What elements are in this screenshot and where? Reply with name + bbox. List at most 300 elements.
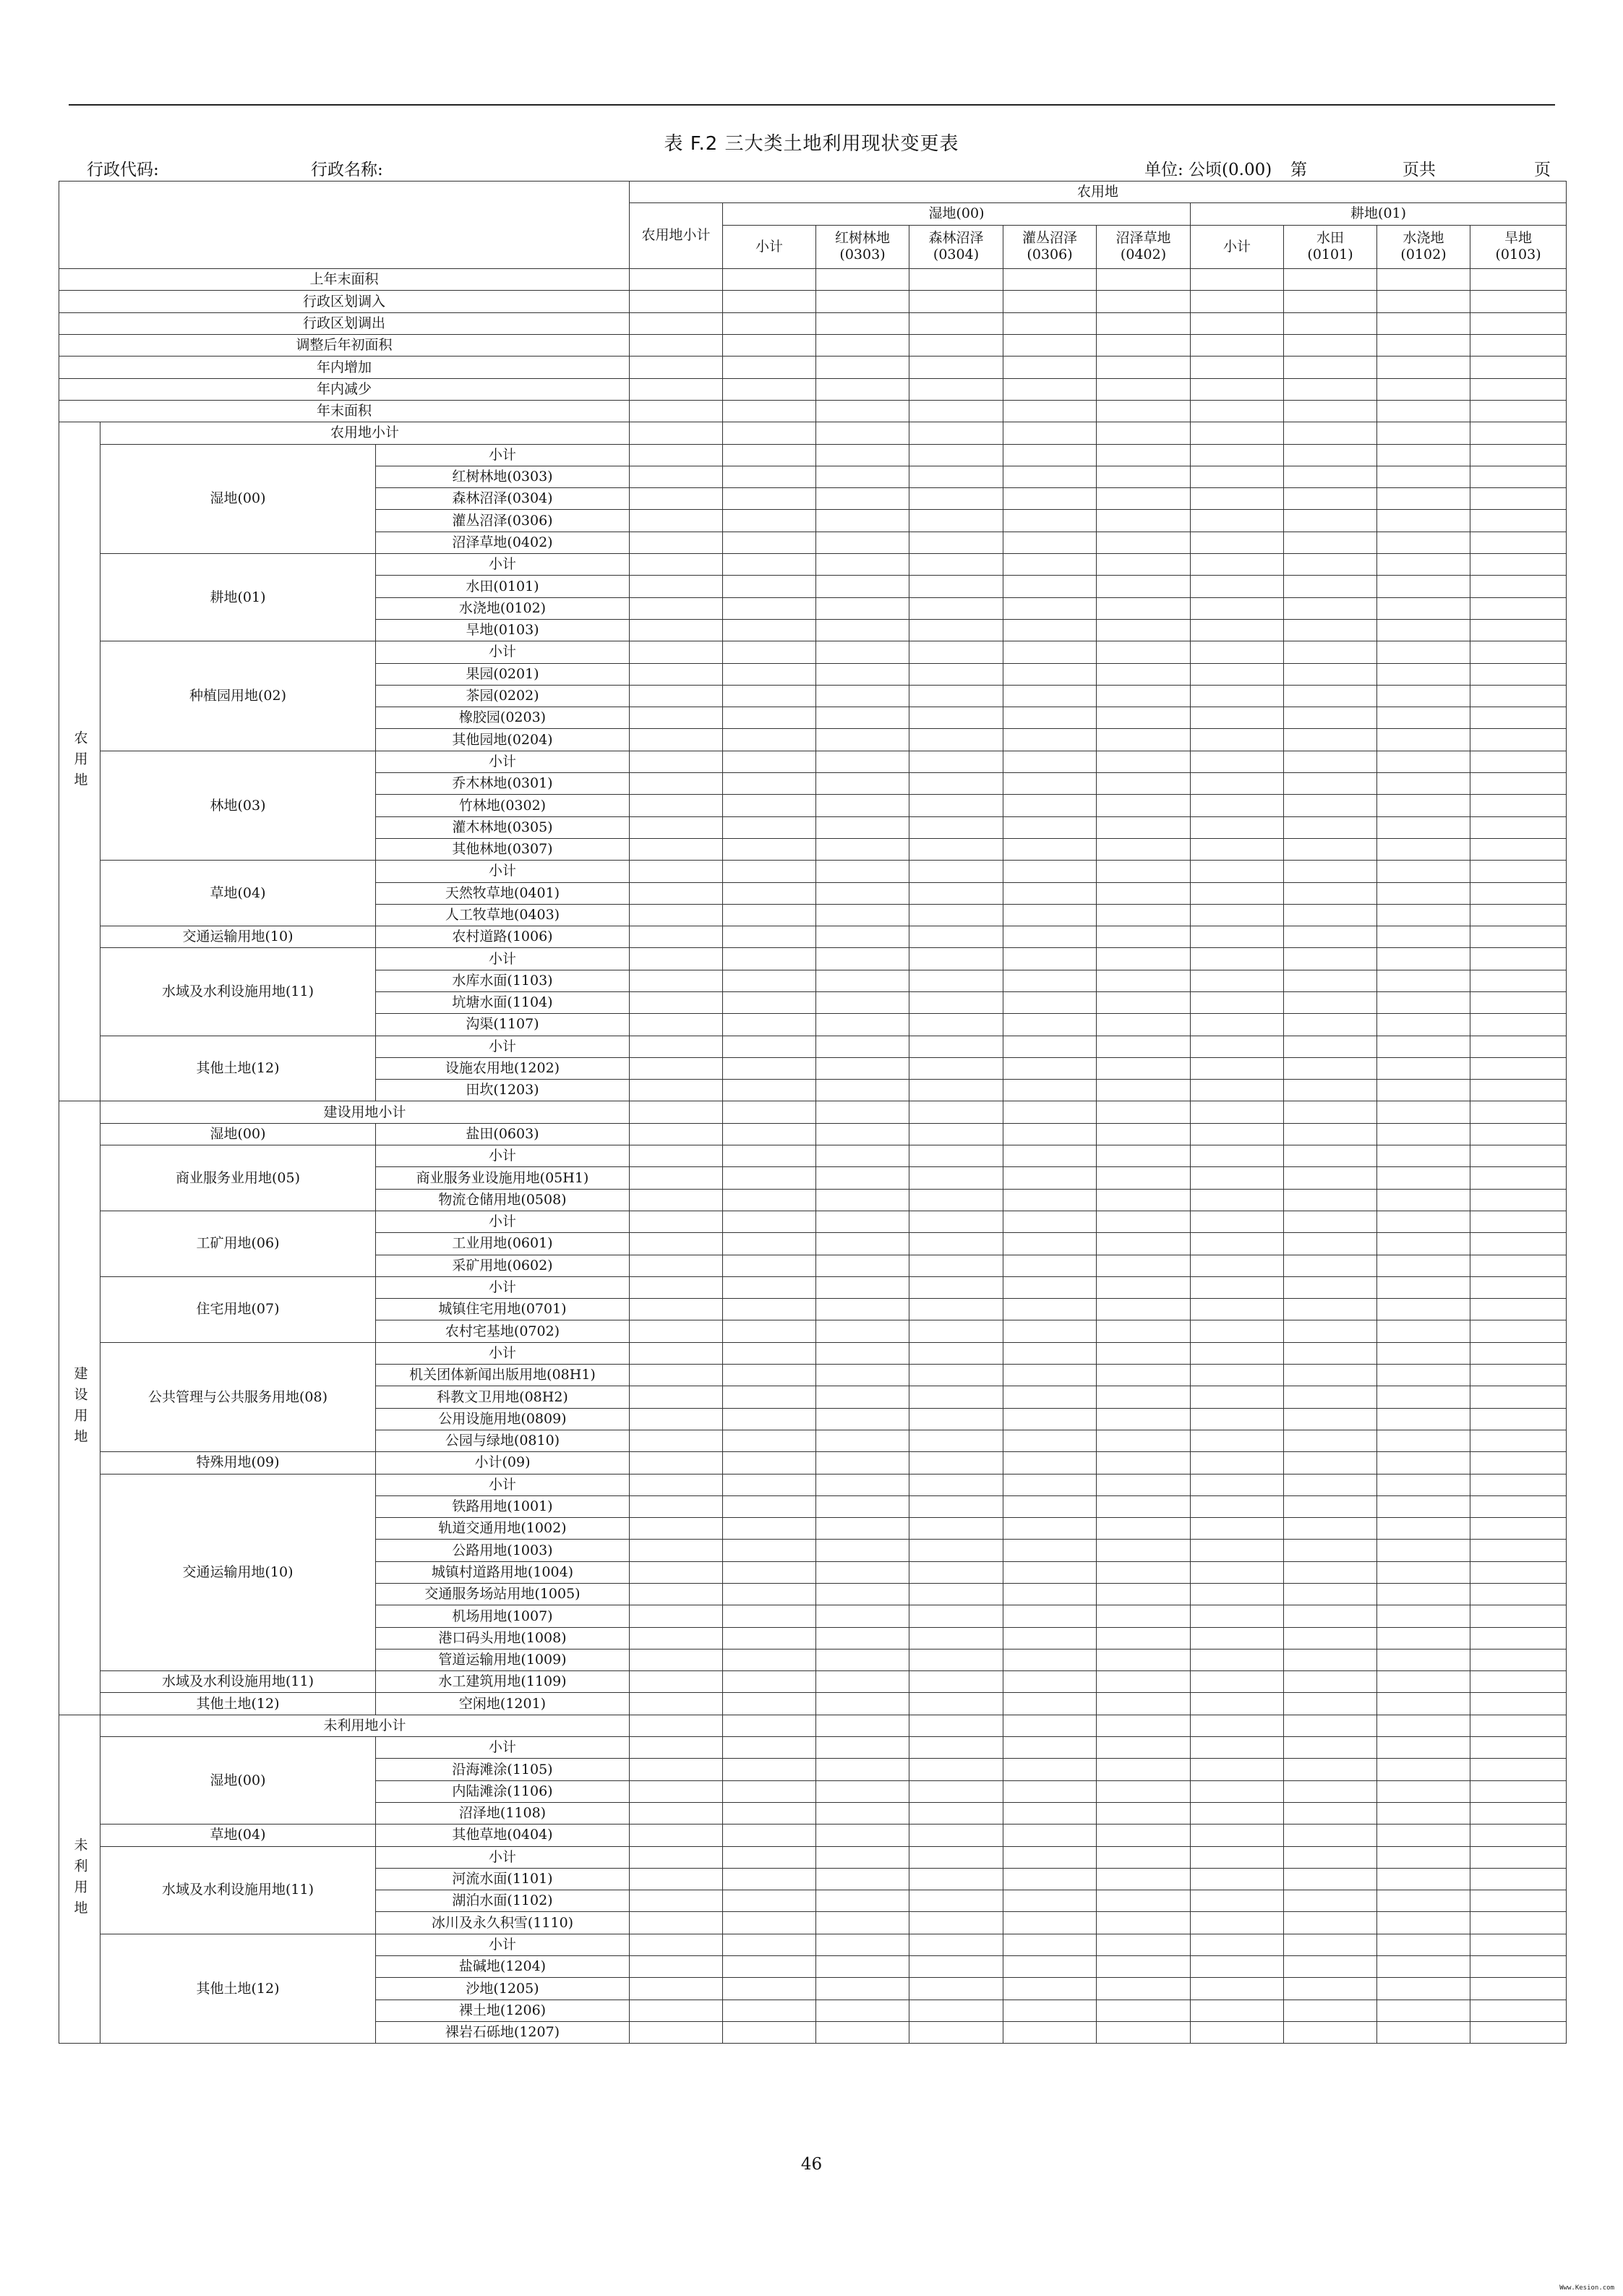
data-cell[interactable] (1470, 1080, 1567, 1101)
data-cell[interactable] (1003, 335, 1097, 357)
data-cell[interactable] (1470, 291, 1567, 312)
data-cell[interactable] (1097, 444, 1191, 466)
data-cell[interactable] (723, 1408, 816, 1430)
data-cell[interactable] (1097, 1780, 1191, 1802)
data-cell[interactable] (723, 554, 816, 576)
data-cell[interactable] (1377, 1868, 1470, 1890)
data-cell[interactable] (816, 269, 909, 291)
data-cell[interactable] (909, 1320, 1003, 1342)
data-cell[interactable] (1191, 641, 1284, 663)
data-cell[interactable] (1097, 1868, 1191, 1890)
data-cell[interactable] (909, 861, 1003, 882)
data-cell[interactable] (1003, 1868, 1097, 1890)
data-cell[interactable] (909, 1890, 1003, 1912)
data-cell[interactable] (1377, 488, 1470, 510)
data-cell[interactable] (909, 1057, 1003, 1079)
data-cell[interactable] (1284, 1693, 1377, 1715)
data-cell[interactable] (816, 707, 909, 729)
data-cell[interactable] (1003, 576, 1097, 597)
data-cell[interactable] (1284, 576, 1377, 597)
data-cell[interactable] (1003, 619, 1097, 641)
data-cell[interactable] (1191, 554, 1284, 576)
data-cell[interactable] (909, 1452, 1003, 1474)
data-cell[interactable] (1097, 576, 1191, 597)
data-cell[interactable] (630, 1255, 723, 1276)
data-cell[interactable] (909, 816, 1003, 838)
data-cell[interactable] (723, 1649, 816, 1670)
data-cell[interactable] (630, 861, 723, 882)
data-cell[interactable] (1377, 904, 1470, 926)
data-cell[interactable] (1097, 488, 1191, 510)
data-cell[interactable] (1377, 1890, 1470, 1912)
data-cell[interactable] (1284, 1474, 1377, 1495)
data-cell[interactable] (630, 576, 723, 597)
data-cell[interactable] (1377, 1561, 1470, 1583)
data-cell[interactable] (1284, 619, 1377, 641)
data-cell[interactable] (909, 1561, 1003, 1583)
data-cell[interactable] (1470, 926, 1567, 948)
data-cell[interactable] (630, 532, 723, 553)
data-cell[interactable] (723, 729, 816, 751)
data-cell[interactable] (630, 335, 723, 357)
data-cell[interactable] (1470, 2000, 1567, 2021)
data-cell[interactable] (1003, 1802, 1097, 1824)
data-cell[interactable] (909, 729, 1003, 751)
data-cell[interactable] (1097, 1299, 1191, 1320)
data-cell[interactable] (1284, 1956, 1377, 1978)
data-cell[interactable] (1003, 1780, 1097, 1802)
data-cell[interactable] (723, 795, 816, 816)
data-cell[interactable] (630, 1057, 723, 1079)
data-cell[interactable] (1284, 1540, 1377, 1561)
data-cell[interactable] (1191, 597, 1284, 619)
data-cell[interactable] (816, 1890, 909, 1912)
data-cell[interactable] (630, 926, 723, 948)
data-cell[interactable] (1191, 1408, 1284, 1430)
data-cell[interactable] (723, 1342, 816, 1364)
data-cell[interactable] (1284, 707, 1377, 729)
data-cell[interactable] (1284, 378, 1377, 400)
data-cell[interactable] (1191, 1320, 1284, 1342)
data-cell[interactable] (909, 1693, 1003, 1715)
data-cell[interactable] (723, 1036, 816, 1057)
data-cell[interactable] (723, 1737, 816, 1759)
data-cell[interactable] (1003, 466, 1097, 487)
data-cell[interactable] (723, 1365, 816, 1386)
data-cell[interactable] (723, 1320, 816, 1342)
data-cell[interactable] (1191, 1430, 1284, 1451)
data-cell[interactable] (1284, 1408, 1377, 1430)
data-cell[interactable] (1470, 1342, 1567, 1364)
data-cell[interactable] (1003, 707, 1097, 729)
data-cell[interactable] (723, 663, 816, 685)
data-cell[interactable] (1284, 2021, 1377, 2043)
data-cell[interactable] (1377, 1123, 1470, 1145)
data-cell[interactable] (1003, 1233, 1097, 1255)
data-cell[interactable] (1003, 1540, 1097, 1561)
data-cell[interactable] (909, 466, 1003, 487)
data-cell[interactable] (816, 1518, 909, 1540)
data-cell[interactable] (816, 1584, 909, 1605)
data-cell[interactable] (723, 1474, 816, 1495)
data-cell[interactable] (1470, 1495, 1567, 1517)
data-cell[interactable] (1003, 1671, 1097, 1693)
data-cell[interactable] (1097, 532, 1191, 553)
data-cell[interactable] (1003, 1890, 1097, 1912)
data-cell[interactable] (723, 1276, 816, 1298)
data-cell[interactable] (1003, 773, 1097, 795)
data-cell[interactable] (1284, 1320, 1377, 1342)
data-cell[interactable] (1377, 882, 1470, 904)
data-cell[interactable] (1191, 1080, 1284, 1101)
data-cell[interactable] (723, 466, 816, 487)
data-cell[interactable] (1470, 400, 1567, 422)
data-cell[interactable] (1470, 1956, 1567, 1978)
data-cell[interactable] (723, 1452, 816, 1474)
data-cell[interactable] (909, 1737, 1003, 1759)
data-cell[interactable] (630, 400, 723, 422)
data-cell[interactable] (1191, 1802, 1284, 1824)
data-cell[interactable] (1377, 291, 1470, 312)
data-cell[interactable] (1284, 795, 1377, 816)
data-cell[interactable] (723, 1189, 816, 1211)
data-cell[interactable] (1191, 1167, 1284, 1189)
data-cell[interactable] (1470, 707, 1567, 729)
data-cell[interactable] (909, 641, 1003, 663)
data-cell[interactable] (816, 1561, 909, 1583)
data-cell[interactable] (1097, 1561, 1191, 1583)
data-cell[interactable] (630, 1276, 723, 1298)
data-cell[interactable] (630, 1101, 723, 1123)
data-cell[interactable] (1284, 729, 1377, 751)
data-cell[interactable] (1191, 1825, 1284, 1846)
data-cell[interactable] (630, 1584, 723, 1605)
data-cell[interactable] (1097, 816, 1191, 838)
data-cell[interactable] (1377, 1649, 1470, 1670)
data-cell[interactable] (909, 510, 1003, 532)
data-cell[interactable] (816, 2021, 909, 2043)
data-cell[interactable] (1003, 1167, 1097, 1189)
data-cell[interactable] (1003, 1101, 1097, 1123)
data-cell[interactable] (1003, 291, 1097, 312)
data-cell[interactable] (1377, 1540, 1470, 1561)
data-cell[interactable] (1377, 1299, 1470, 1320)
data-cell[interactable] (1377, 838, 1470, 860)
data-cell[interactable] (1003, 1080, 1097, 1101)
data-cell[interactable] (1284, 1299, 1377, 1320)
data-cell[interactable] (909, 1540, 1003, 1561)
data-cell[interactable] (1470, 1540, 1567, 1561)
data-cell[interactable] (1097, 795, 1191, 816)
data-cell[interactable] (630, 1036, 723, 1057)
data-cell[interactable] (816, 1495, 909, 1517)
data-cell[interactable] (630, 1211, 723, 1232)
data-cell[interactable] (909, 1145, 1003, 1167)
data-cell[interactable] (816, 1145, 909, 1167)
data-cell[interactable] (723, 1211, 816, 1232)
data-cell[interactable] (909, 1780, 1003, 1802)
data-cell[interactable] (816, 576, 909, 597)
data-cell[interactable] (1003, 1145, 1097, 1167)
data-cell[interactable] (1003, 1825, 1097, 1846)
data-cell[interactable] (1470, 1802, 1567, 1824)
data-cell[interactable] (1097, 1846, 1191, 1868)
data-cell[interactable] (1191, 882, 1284, 904)
data-cell[interactable] (723, 1912, 816, 1934)
data-cell[interactable] (723, 422, 816, 444)
data-cell[interactable] (1470, 1036, 1567, 1057)
data-cell[interactable] (1191, 1912, 1284, 1934)
data-cell[interactable] (1097, 1365, 1191, 1386)
data-cell[interactable] (723, 1495, 816, 1517)
data-cell[interactable] (909, 1365, 1003, 1386)
data-cell[interactable] (816, 422, 909, 444)
data-cell[interactable] (1284, 1715, 1377, 1736)
data-cell[interactable] (630, 1320, 723, 1342)
data-cell[interactable] (630, 1540, 723, 1561)
data-cell[interactable] (1191, 1452, 1284, 1474)
data-cell[interactable] (1470, 1145, 1567, 1167)
data-cell[interactable] (1003, 1014, 1097, 1036)
data-cell[interactable] (1470, 1649, 1567, 1670)
data-cell[interactable] (723, 1561, 816, 1583)
data-cell[interactable] (1191, 1780, 1284, 1802)
data-cell[interactable] (816, 1320, 909, 1342)
data-cell[interactable] (723, 904, 816, 926)
data-cell[interactable] (1470, 378, 1567, 400)
data-cell[interactable] (1377, 729, 1470, 751)
data-cell[interactable] (909, 1934, 1003, 1955)
data-cell[interactable] (1191, 400, 1284, 422)
data-cell[interactable] (1284, 641, 1377, 663)
data-cell[interactable] (1284, 1846, 1377, 1868)
data-cell[interactable] (723, 1956, 816, 1978)
data-cell[interactable] (909, 554, 1003, 576)
data-cell[interactable] (723, 991, 816, 1013)
data-cell[interactable] (723, 2021, 816, 2043)
data-cell[interactable] (1097, 1825, 1191, 1846)
data-cell[interactable] (1284, 1561, 1377, 1583)
data-cell[interactable] (1191, 904, 1284, 926)
data-cell[interactable] (1097, 707, 1191, 729)
data-cell[interactable] (1377, 510, 1470, 532)
data-cell[interactable] (1097, 838, 1191, 860)
data-cell[interactable] (1470, 1386, 1567, 1408)
data-cell[interactable] (1377, 554, 1470, 576)
data-cell[interactable] (630, 1189, 723, 1211)
data-cell[interactable] (723, 312, 816, 334)
data-cell[interactable] (909, 970, 1003, 991)
data-cell[interactable] (816, 816, 909, 838)
data-cell[interactable] (1470, 1890, 1567, 1912)
data-cell[interactable] (630, 2000, 723, 2021)
data-cell[interactable] (1191, 816, 1284, 838)
data-cell[interactable] (816, 795, 909, 816)
data-cell[interactable] (1377, 2021, 1470, 2043)
data-cell[interactable] (1003, 1036, 1097, 1057)
data-cell[interactable] (1377, 1386, 1470, 1408)
data-cell[interactable] (723, 773, 816, 795)
data-cell[interactable] (816, 1276, 909, 1298)
data-cell[interactable] (1097, 1912, 1191, 1934)
data-cell[interactable] (1003, 1342, 1097, 1364)
data-cell[interactable] (1191, 1386, 1284, 1408)
data-cell[interactable] (816, 1189, 909, 1211)
data-cell[interactable] (1284, 466, 1377, 487)
data-cell[interactable] (1003, 532, 1097, 553)
data-cell[interactable] (816, 1080, 909, 1101)
data-cell[interactable] (909, 1978, 1003, 2000)
data-cell[interactable] (1191, 1211, 1284, 1232)
data-cell[interactable] (909, 991, 1003, 1013)
data-cell[interactable] (630, 948, 723, 970)
data-cell[interactable] (630, 422, 723, 444)
data-cell[interactable] (1097, 1211, 1191, 1232)
data-cell[interactable] (1003, 861, 1097, 882)
data-cell[interactable] (1284, 1233, 1377, 1255)
data-cell[interactable] (723, 488, 816, 510)
data-cell[interactable] (1191, 1759, 1284, 1780)
data-cell[interactable] (723, 1890, 816, 1912)
data-cell[interactable] (1377, 357, 1470, 378)
data-cell[interactable] (909, 1759, 1003, 1780)
data-cell[interactable] (630, 1715, 723, 1736)
data-cell[interactable] (1470, 1452, 1567, 1474)
data-cell[interactable] (723, 751, 816, 772)
data-cell[interactable] (1377, 1671, 1470, 1693)
data-cell[interactable] (1097, 1320, 1191, 1342)
data-cell[interactable] (1284, 1627, 1377, 1649)
data-cell[interactable] (909, 795, 1003, 816)
data-cell[interactable] (723, 1057, 816, 1079)
data-cell[interactable] (1377, 1759, 1470, 1780)
data-cell[interactable] (816, 554, 909, 576)
data-cell[interactable] (816, 2000, 909, 2021)
data-cell[interactable] (909, 312, 1003, 334)
data-cell[interactable] (1470, 1934, 1567, 1955)
data-cell[interactable] (630, 773, 723, 795)
data-cell[interactable] (1284, 1452, 1377, 1474)
data-cell[interactable] (1003, 882, 1097, 904)
data-cell[interactable] (723, 970, 816, 991)
data-cell[interactable] (1097, 1430, 1191, 1451)
data-cell[interactable] (1377, 597, 1470, 619)
data-cell[interactable] (909, 1671, 1003, 1693)
data-cell[interactable] (1003, 1627, 1097, 1649)
data-cell[interactable] (909, 882, 1003, 904)
data-cell[interactable] (816, 1912, 909, 1934)
data-cell[interactable] (909, 1605, 1003, 1627)
data-cell[interactable] (1097, 291, 1191, 312)
data-cell[interactable] (909, 1342, 1003, 1364)
data-cell[interactable] (723, 1759, 816, 1780)
data-cell[interactable] (1003, 400, 1097, 422)
data-cell[interactable] (1003, 269, 1097, 291)
data-cell[interactable] (1003, 2021, 1097, 2043)
data-cell[interactable] (1377, 1145, 1470, 1167)
data-cell[interactable] (630, 685, 723, 707)
data-cell[interactable] (909, 948, 1003, 970)
data-cell[interactable] (816, 1233, 909, 1255)
data-cell[interactable] (1470, 1671, 1567, 1693)
data-cell[interactable] (1284, 1189, 1377, 1211)
data-cell[interactable] (909, 838, 1003, 860)
data-cell[interactable] (1284, 1211, 1377, 1232)
data-cell[interactable] (1377, 1342, 1470, 1364)
data-cell[interactable] (1191, 1255, 1284, 1276)
data-cell[interactable] (723, 1145, 816, 1167)
data-cell[interactable] (1284, 663, 1377, 685)
data-cell[interactable] (1377, 1452, 1470, 1474)
data-cell[interactable] (816, 1342, 909, 1364)
data-cell[interactable] (1470, 882, 1567, 904)
data-cell[interactable] (909, 1956, 1003, 1978)
data-cell[interactable] (1097, 312, 1191, 334)
data-cell[interactable] (1003, 751, 1097, 772)
data-cell[interactable] (630, 1868, 723, 1890)
data-cell[interactable] (723, 2000, 816, 2021)
data-cell[interactable] (1377, 444, 1470, 466)
data-cell[interactable] (630, 1365, 723, 1386)
data-cell[interactable] (1284, 1584, 1377, 1605)
data-cell[interactable] (723, 597, 816, 619)
data-cell[interactable] (723, 619, 816, 641)
data-cell[interactable] (630, 663, 723, 685)
data-cell[interactable] (1470, 619, 1567, 641)
data-cell[interactable] (1377, 1737, 1470, 1759)
data-cell[interactable] (1470, 1584, 1567, 1605)
data-cell[interactable] (723, 1780, 816, 1802)
data-cell[interactable] (909, 1123, 1003, 1145)
data-cell[interactable] (1003, 1408, 1097, 1430)
data-cell[interactable] (1097, 466, 1191, 487)
data-cell[interactable] (1097, 1057, 1191, 1079)
data-cell[interactable] (1284, 1912, 1377, 1934)
data-cell[interactable] (1191, 378, 1284, 400)
data-cell[interactable] (1003, 685, 1097, 707)
data-cell[interactable] (1470, 1518, 1567, 1540)
data-cell[interactable] (1470, 991, 1567, 1013)
data-cell[interactable] (1003, 1956, 1097, 1978)
data-cell[interactable] (1284, 1386, 1377, 1408)
data-cell[interactable] (1003, 1276, 1097, 1298)
data-cell[interactable] (1470, 357, 1567, 378)
data-cell[interactable] (1284, 312, 1377, 334)
data-cell[interactable] (1470, 1057, 1567, 1079)
data-cell[interactable] (630, 1123, 723, 1145)
data-cell[interactable] (816, 838, 909, 860)
data-cell[interactable] (909, 1495, 1003, 1517)
data-cell[interactable] (1003, 1386, 1097, 1408)
data-cell[interactable] (816, 1671, 909, 1693)
data-cell[interactable] (1097, 269, 1191, 291)
data-cell[interactable] (1097, 1452, 1191, 1474)
data-cell[interactable] (909, 1408, 1003, 1430)
data-cell[interactable] (723, 1825, 816, 1846)
data-cell[interactable] (816, 1211, 909, 1232)
data-cell[interactable] (816, 926, 909, 948)
data-cell[interactable] (1191, 1014, 1284, 1036)
data-cell[interactable] (909, 1868, 1003, 1890)
data-cell[interactable] (1097, 1693, 1191, 1715)
data-cell[interactable] (816, 1452, 909, 1474)
data-cell[interactable] (816, 400, 909, 422)
data-cell[interactable] (1097, 1101, 1191, 1123)
data-cell[interactable] (1097, 1495, 1191, 1517)
data-cell[interactable] (630, 1299, 723, 1320)
data-cell[interactable] (1191, 1890, 1284, 1912)
data-cell[interactable] (630, 444, 723, 466)
